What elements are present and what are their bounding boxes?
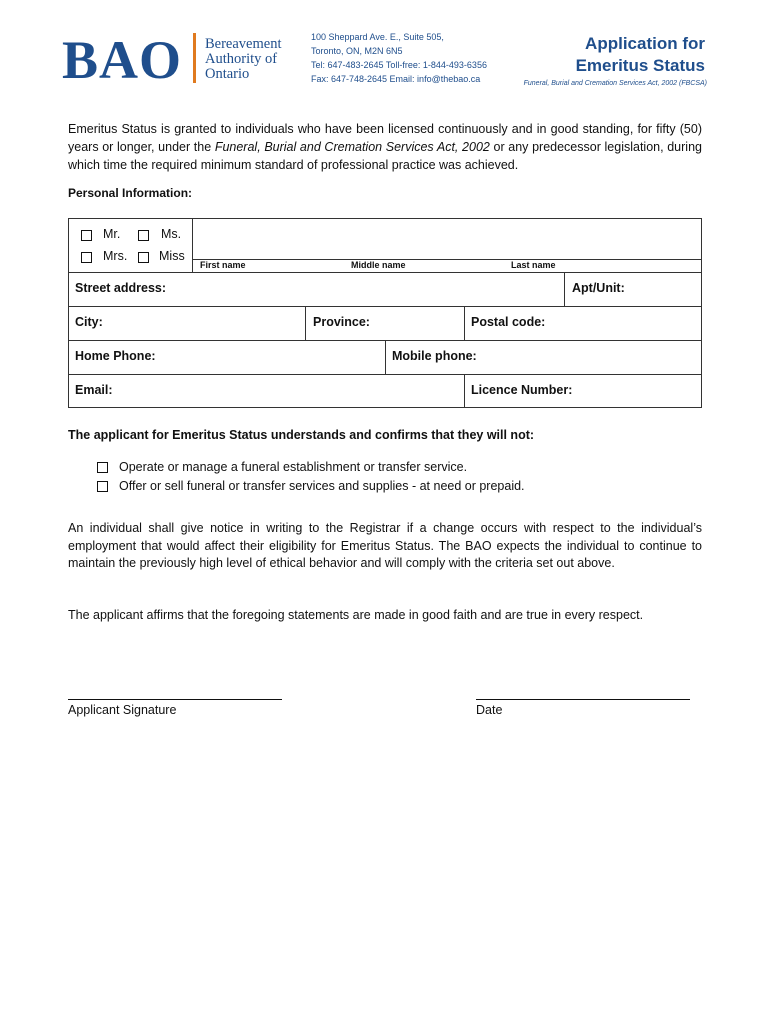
title-miss-checkbox[interactable] [138,252,149,263]
middle-name-label: Middle name [351,260,406,270]
bao-logo: BAO [62,30,183,90]
name-input-area[interactable] [193,219,701,259]
email-field[interactable]: Email: [75,383,113,397]
city-field[interactable]: City: [75,315,103,329]
intro-part-1: Emeritus Status is granted to individuals who have been licensed continuously and in good standing, for fifty (50) years or longer, under the [68,122,702,154]
contact-info [311,30,487,86]
page-title [576,33,705,77]
apt-unit-field[interactable]: Apt/Unit: [572,281,625,295]
logo-divider [193,33,196,83]
address-line-2: Toronto, ON, M2N 6N5 [311,46,403,56]
confirm-item-1: Operate or manage a funeral establishment or transfer service. [119,460,468,474]
street-address-field[interactable]: Street address: [75,281,167,295]
title-mr-label: Mr. [103,227,121,241]
notice-paragraph: An individual shall give notice in writing to the Registrar if a change occurs with respect to the individual’s employment that would affect their eligibility for Emeritus Status. The BAO expects the individual to continue to maintain the previously high level of ethical behavior and will comply with the criteria set out above. [68,521,702,570]
act-reference: Funeral, Burial and Cremation Services Act, 2002 (FBCSA) [523,80,707,87]
date-label: Date [476,703,503,717]
fax-email: Fax: 647-748-2645 Email: info@thebao.ca [311,74,481,84]
title-ms-label: Ms. [161,227,182,241]
postal-code-field[interactable]: Postal code: [471,315,546,329]
org-line-3: Ontario [205,66,250,82]
confirm-heading: The applicant for Emeritus Status understands and confirms that they will not: [68,428,535,442]
personal-info-heading: Personal Information: [68,186,193,200]
date-line[interactable] [476,699,690,700]
intro-act: Funeral, Burial and Cremation Services Act, 2002 [214,140,490,154]
title-miss-label: Miss [159,249,185,263]
intro-paragraph [68,120,702,174]
first-name-label: First name [200,260,246,270]
org-line-1: Bereavement [205,36,282,52]
province-field[interactable]: Province: [313,315,370,329]
licence-number-field[interactable]: Licence Number: [471,383,573,397]
org-name [205,37,282,82]
applicant-signature-line[interactable] [68,699,282,700]
title-mrs-label: Mrs. [103,249,128,263]
personal-info-form [68,218,702,408]
confirm-item-2: Offer or sell funeral or transfer services and supplies - at need or prepaid. [119,479,525,493]
address-line-1: 100 Sheppard Ave. E., Suite 505, [311,32,444,42]
last-name-label: Last name [511,260,556,270]
applicant-signature-label: Applicant Signature [68,703,177,717]
org-line-2: Authority of [205,51,278,67]
affirm-paragraph: The applicant affirms that the foregoing statements are made in good faith and are true in every respect. [68,608,644,622]
title-mrs-checkbox[interactable] [81,252,92,263]
title-line-2: Emeritus Status [575,56,705,75]
home-phone-field[interactable]: Home Phone: [75,349,156,363]
confirm-checkbox-1[interactable] [97,462,108,473]
title-mr-checkbox[interactable] [81,230,92,241]
telephone: Tel: 647-483-2645 Toll-free: 1-844-493-6356 [311,60,487,70]
title-line-1: Application for [585,34,705,53]
confirm-checkbox-2[interactable] [97,481,108,492]
mobile-phone-field[interactable]: Mobile phone: [392,349,477,363]
title-ms-checkbox[interactable] [138,230,149,241]
intro-part-2: or any predecessor legislation, during which time the required minimum standard of professional practice was achieved. [68,140,702,172]
